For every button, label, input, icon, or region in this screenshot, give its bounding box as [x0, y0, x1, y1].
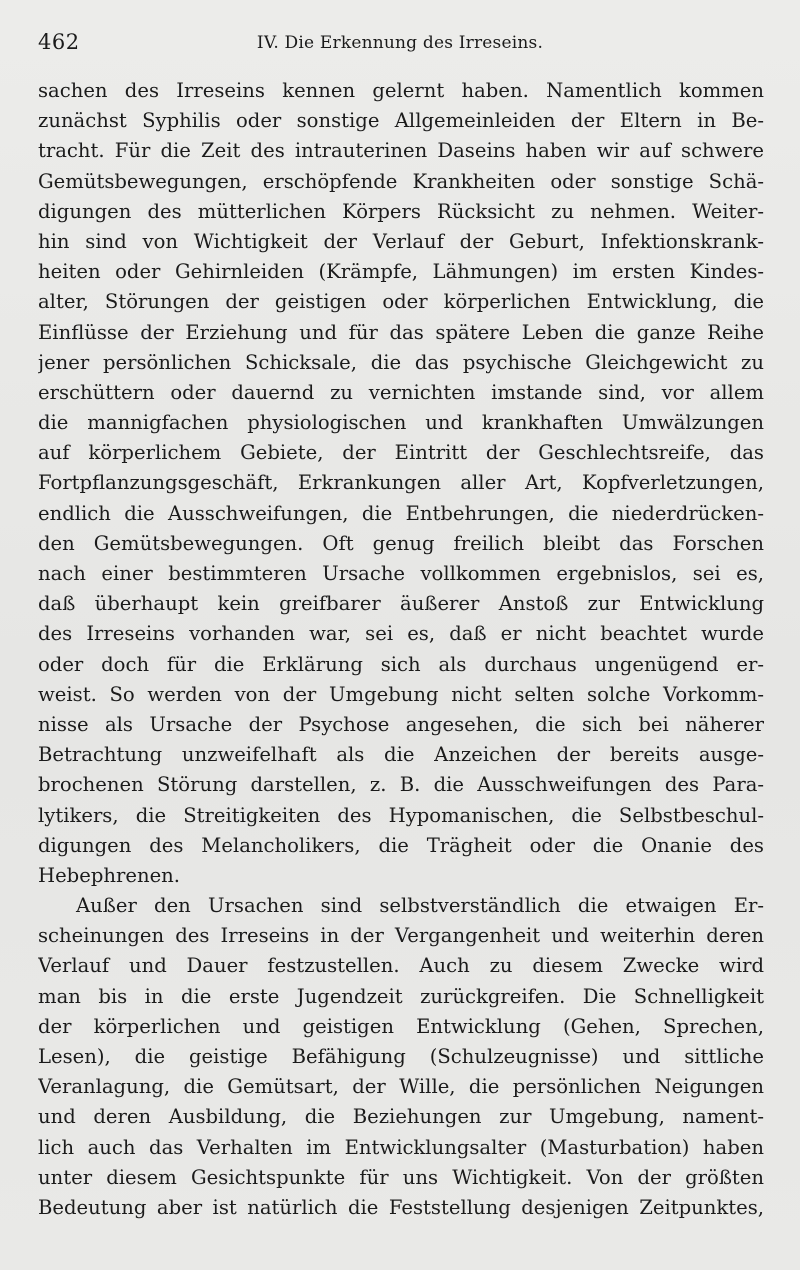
text-line: Lesen), die geistige Befähigung (Schulzeugnisse) und sittliche: [38, 1045, 764, 1068]
text-line: nach einer bestimmteren Ursache vollkommen ergebnislos, sei es,: [38, 562, 764, 585]
paragraph-start-line: Außer den Ursachen sind selbstverständlich die etwaigen Er-: [76, 894, 764, 918]
text-line: der körperlichen und geistigen Entwicklung (Gehen, Sprechen,: [38, 1014, 764, 1038]
text-line: lich auch das Verhalten im Entwicklungsalter (Masturbation) haben: [38, 1135, 764, 1159]
text-line: Bedeutung aber ist natürlich die Feststellung desjenigen Zeitpunktes,: [38, 1195, 764, 1219]
text-line: zunächst Syphilis oder sonstige Allgemeinleiden der Eltern in Be-: [38, 109, 764, 133]
text-line: scheinungen des Irreseins in der Vergangenheit und weiterhin deren: [38, 924, 764, 948]
text-line: daß überhaupt kein greifbarer äußerer Anstoß zur Entwicklung: [38, 592, 764, 616]
text-line: auf körperlichem Gebiete, der Eintritt der Geschlechtsreife, das: [38, 441, 764, 465]
text-line: Veranlagung, die Gemütsart, der Wille, die persönlichen Neigungen: [38, 1075, 764, 1099]
text-line: man bis in die erste Jugendzeit zurückgreifen. Die Schnelligkeit: [38, 984, 764, 1008]
text-line: Verlauf und Dauer festzustellen. Auch zu diesem Zwecke wird: [38, 954, 764, 978]
text-line: sachen des Irreseins kennen gelernt haben. Namentlich kommen: [38, 79, 764, 102]
text-line: den Gemütsbewegungen. Oft genug freilich bleibt das Forschen: [38, 531, 764, 555]
text-line: hin sind von Wichtigkeit der Verlauf der Geburt, Infektionskrank-: [38, 229, 764, 253]
text-line: erschüttern oder dauernd zu vernichten imstande sind, vor allem: [38, 380, 764, 404]
running-head: [38, 30, 762, 60]
text-line: brochenen Störung darstellen, z. B. die Ausschweifungen des Para-: [38, 773, 764, 797]
text-line: tracht. Für die Zeit des intrauterinen Daseins haben wir auf schwere: [38, 139, 764, 163]
page-number: 462: [38, 30, 80, 54]
text-line: jener persönlichen Schicksale, die das psychische Gleichgewicht zu: [38, 350, 764, 374]
text-line: unter diesem Gesichtspunkte für uns Wichtigkeit. Von der größten: [38, 1165, 764, 1189]
body-text: [38, 76, 764, 1223]
paragraph-end-line: Hebephrenen.: [38, 863, 181, 887]
text-line: alter, Störungen der geistigen oder körperlichen Entwicklung, die: [38, 290, 764, 314]
text-line: heiten oder Gehirnleiden (Krämpfe, Lähmungen) im ersten Kindes-: [38, 260, 764, 284]
text-line: endlich die Ausschweifungen, die Entbehrungen, die niederdrücken-: [38, 501, 764, 525]
text-line: nisse als Ursache der Psychose angesehen, die sich bei näherer: [38, 712, 764, 736]
text-line: Betrachtung unzweifelhaft als die Anzeichen der bereits ausge-: [38, 743, 764, 767]
text-line: und deren Ausbildung, die Beziehungen zur Umgebung, nament-: [38, 1105, 764, 1129]
running-title: IV. Die Erkennung des Irreseins.: [256, 33, 544, 53]
text-line: Fortpflanzungsgeschäft, Erkrankungen aller Art, Kopfverletzungen,: [38, 471, 764, 495]
text-line: digungen des Melancholikers, die Trägheit oder die Onanie des: [38, 833, 764, 857]
text-line: des Irreseins vorhanden war, sei es, daß er nicht beachtet wurde: [38, 622, 764, 646]
text-line: Gemütsbewegungen, erschöpfende Krankheiten oder sonstige Schä-: [38, 169, 764, 193]
text-line: oder doch für die Erklärung sich als durchaus ungenügend er-: [38, 652, 764, 676]
text-line: Einflüsse der Erziehung und für das spätere Leben die ganze Reihe: [38, 320, 764, 344]
text-line: die mannigfachen physiologischen und krankhaften Umwälzungen: [38, 411, 764, 435]
text-line: lytikers, die Streitigkeiten des Hypomanischen, die Selbstbeschul-: [38, 803, 764, 827]
text-line: weist. So werden von der Umgebung nicht selten solche Vorkomm-: [38, 682, 764, 706]
text-line: digungen des mütterlichen Körpers Rücksicht zu nehmen. Weiter-: [38, 199, 764, 223]
